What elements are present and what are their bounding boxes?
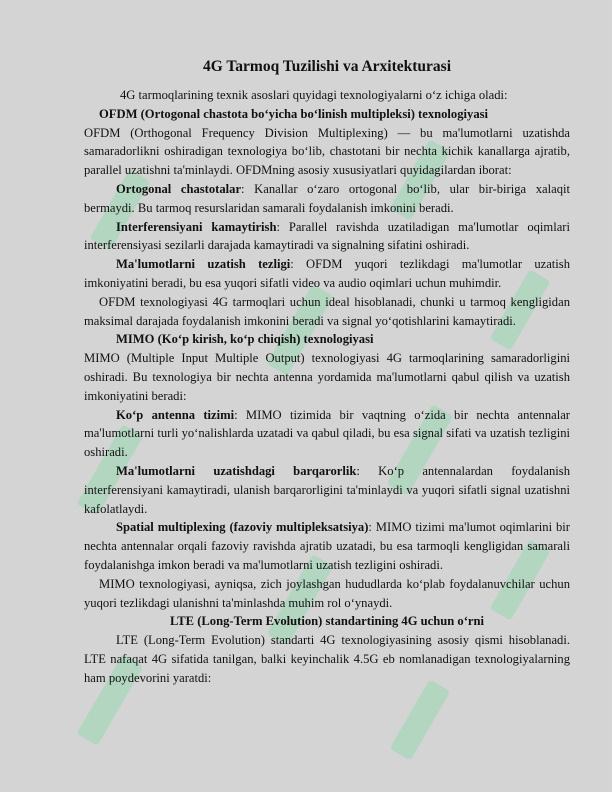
ofdm-item-term: Ortogonal chastotalar [116,181,242,196]
mimo-item [84,406,570,462]
mimo-item-text: : MIMO tizimida bir vaqtning o‘zida bir nechta antennalar ma'lumotlarni turli yo‘nalishlarda uzatadi va qabul qiladi, bu esa signal sifati va uzatish tezligini oshiradi. [84,407,570,460]
ofdm-summary: OFDM texnologiyasi 4G tarmoqlari uchun ideal hisoblanadi, chunki u tarmoq kengligidan maksimal darajada foydalanish imkonini beradi va signal yo‘qotishlarini kamaytiradi. [84,294,570,328]
mimo-item-term: Ko‘p antenna tizimi [116,407,235,422]
mimo-item-term: Spatial multiplexing (fazoviy multipleksatsiya) [116,520,369,535]
mimo-description: MIMO (Multiple Input Multiple Output) texnologiyasi 4G tarmoqlarining samaradorligini oshiradi. Bu texnologiya bir nechta antenna yordamida ma'lumotlarni qabul qilish va uzatish imkoniyatini beradi: [84,351,570,403]
ofdm-description: OFDM (Orthogonal Frequency Division Multiplexing) — bu ma'lumotlarni uzatishda samaradorlikni oshiradigan texnologiya bo‘lib, chastotani bir nechta kichik kanallarga ajratib, parallel uzatishni ta'minlaydi. OFDMning asosiy xususiyatlari quyidagilardan iborat: [84,125,570,178]
ofdm-item [84,180,570,218]
ofdm-item [84,218,570,256]
page-title: 4G Tarmoq Tuzilishi va Arxitekturasi [202,58,452,75]
ofdm-item-term: Interferensiyani kamaytirish [116,219,277,234]
ofdm-item-term: Ma'lumotlarni uzatish tezligi [116,257,291,272]
ofdm-item-text: : OFDM yuqori tezlikdagi ma'lumotlar uzatish imkoniyatini beradi, bu esa yuqori sifatli video va audio oqimlari uchun muhimdir. [84,257,570,290]
mimo-summary: MIMO texnologiyasi, ayniqsa, zich joylashgan hududlarda ko‘plab foydalanuvchilar uchun yuqori tezlikdagi ulanishni ta'minlashda muhim rol o‘ynaydi. [84,576,570,610]
mimo-heading: MIMO (Ko‘p kirish, ko‘p chiqish) texnologiyasi [116,332,374,347]
mimo-item-text: : MIMO tizimi ma'lumot oqimlarini bir nechta antennalar orqali fazoviy ravishda ajratib uzatadi, bu esa tarmoqli kengligidan samarali foydalanishga imkon beradi va ma'lumotlarni uzatish tezligini oshiradi. [84,520,570,572]
intro-paragraph: 4G tarmoqlarining texnik asoslari quyidagi texnologiyalarni o‘z ichiga oladi: [120,88,508,102]
ofdm-item [84,255,570,293]
mimo-item-text: : Ko‘p antennalardan foydalanish interferensiyani kamaytiradi, ulanish barqarorligini ta'minlaydi va yuqori sifatli signal uzatishni kafolatlaydi. [84,463,570,516]
mimo-item [84,462,570,518]
ofdm-heading: OFDM (Ortogonal chastota bo‘yicha bo‘linish multipleksi) texnologiyasi [99,106,489,121]
mimo-item-term: Ma'lumotlarni uzatishdagi barqarorlik [116,463,357,478]
mimo-item [84,518,570,574]
lte-heading: LTE (Long-Term Evolution) standartining 4G uchun o‘rni [170,614,484,629]
ofdm-item-text: : Kanallar o‘zaro ortogonal bo‘lib, ular bir-biriga xalaqit bermaydi. Bu tarmoq resurslaridan samarali foydalanish imkonini beradi. [84,181,570,215]
lte-description: LTE (Long-Term Evolution) standarti 4G texnologiyasining asosiy qismi hisoblanadi. LTE nafaqat 4G sifatida tanilgan, balki keyinchalik 4.5G eb nomlanadigan texnologiyalarning ham poydevorini yaratdi: [84,633,570,685]
ofdm-item-text: : Parallel ravishda uzatiladigan ma'lumotlar oqimlari interferensiyasi sezilarli darajada kamaytiradi va signalning sifatini oshiradi. [84,219,570,253]
